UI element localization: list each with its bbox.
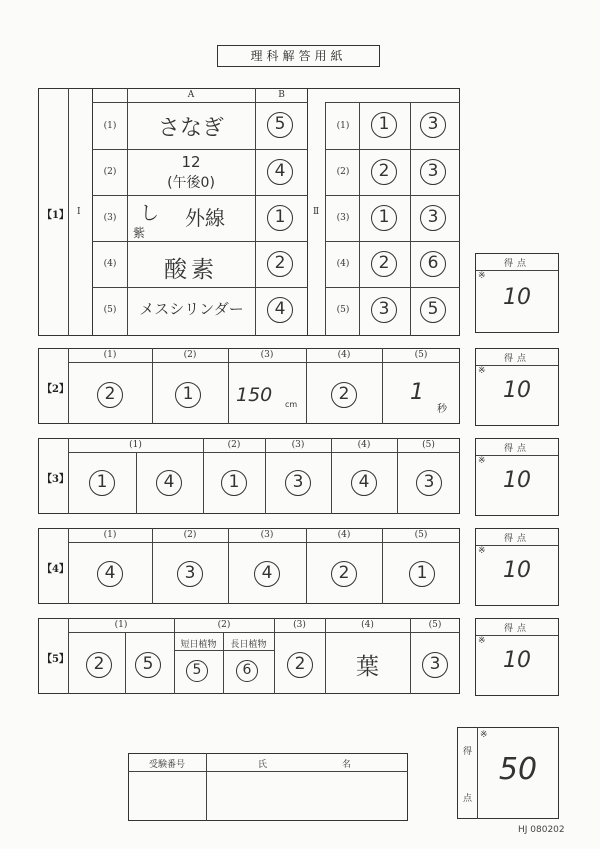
q4-score-header: 得点	[503, 534, 530, 544]
q1-num-4: (4)	[103, 259, 117, 269]
q4-a5: 1	[409, 561, 435, 587]
q3-score: 10	[503, 468, 531, 493]
col-a-header: A	[187, 90, 195, 100]
q2-score: 10	[503, 378, 531, 403]
q4-label: 【4】	[42, 564, 69, 575]
q5-num-3: (3)	[293, 620, 306, 630]
q1-num-3: (3)	[103, 213, 117, 223]
q1ii-num-5: (5)	[336, 305, 350, 315]
q1-num-2: (2)	[103, 167, 117, 177]
q4-score: 10	[503, 558, 531, 583]
q5-num-4: (4)	[361, 620, 374, 630]
q1ii-3b: 3	[420, 205, 446, 231]
q4-num-3: (3)	[260, 530, 274, 540]
q5-a1b: 5	[135, 652, 161, 678]
title-box	[217, 45, 380, 67]
q4-mark: ※	[478, 546, 486, 556]
q2-num-1: (1)	[103, 350, 117, 360]
q1ii-1a: 1	[371, 112, 397, 138]
q5-a1a: 2	[86, 652, 112, 678]
q3-label: 【3】	[42, 474, 69, 485]
q3-num-3: (3)	[291, 440, 305, 450]
q1-label: 【1】	[42, 210, 69, 221]
q5-score-header: 得点	[503, 624, 530, 634]
q1ii-3a: 1	[371, 205, 397, 231]
q5-a2-short: 5	[186, 660, 208, 682]
q3-mark: ※	[478, 456, 486, 466]
q2-a1: 2	[97, 382, 123, 408]
q1ii-4a: 2	[371, 251, 397, 277]
q4-a4: 2	[331, 561, 357, 587]
total-score-label-2: 点	[463, 794, 473, 804]
q3-a3: 3	[285, 470, 311, 496]
q5-num-1: (1)	[114, 620, 128, 630]
q2-a3: 150	[236, 384, 273, 406]
q5-num-2: (2)	[217, 620, 231, 630]
q2-num-4: (4)	[337, 350, 351, 360]
q1-a2-line1: 12	[181, 153, 201, 171]
q5-num-5: (5)	[428, 620, 442, 630]
exam-number-field	[130, 773, 204, 819]
q1-a2-line2: (午後0)	[167, 175, 215, 191]
q1-b2: 4	[267, 159, 293, 185]
exam-number-label: 受験番号	[148, 760, 185, 770]
q2-a2: 1	[175, 382, 201, 408]
total-score: 50	[498, 752, 538, 787]
q3-num-5: (5)	[422, 440, 435, 450]
q2-num-3: (3)	[260, 350, 274, 360]
q3-a1b: 4	[156, 470, 182, 496]
name-label-1: 氏	[258, 760, 268, 770]
q5-a5: 3	[422, 652, 448, 678]
q3-a4: 4	[351, 470, 377, 496]
q4-a2: 3	[177, 561, 203, 587]
q4-num-5: (5)	[414, 530, 428, 540]
q2-num-5: (5)	[414, 350, 428, 360]
total-mark: ※	[480, 730, 488, 740]
q1-a5: メスシリンダー	[139, 300, 244, 318]
q2-a3-unit: cm	[285, 400, 298, 409]
q2-num-2: (2)	[183, 350, 197, 360]
q1ii-num-3: (3)	[336, 213, 350, 223]
q1-num-1: (1)	[103, 121, 117, 131]
q5-sub-short: 短日植物	[180, 640, 217, 650]
q2-a5-unit: 秒	[437, 404, 447, 415]
q1-a3-mark: し	[140, 202, 160, 224]
q4-a3: 4	[254, 561, 280, 587]
q1ii-num-2: (2)	[336, 167, 350, 177]
q1-score: 10	[503, 285, 531, 310]
name-field	[208, 773, 406, 819]
q3-num-1: (1)	[129, 440, 142, 450]
q1-sub2: Ⅱ	[313, 207, 320, 217]
q3-a2: 1	[221, 470, 247, 496]
q1-a3-sub: 紫	[133, 226, 146, 240]
q2-a4: 2	[331, 382, 357, 408]
q1ii-5a: 3	[371, 297, 397, 323]
q5-sub-long: 長日植物	[230, 640, 267, 650]
q3-a1a: 1	[89, 470, 115, 496]
q5-mark: ※	[478, 636, 486, 646]
page-title: 理科解答用紙	[250, 49, 347, 63]
q3-num-2: (2)	[227, 440, 241, 450]
q1-b5: 4	[267, 297, 293, 323]
name-label-2: 名	[342, 760, 352, 770]
q1ii-2a: 2	[371, 159, 397, 185]
q2-mark: ※	[478, 366, 486, 376]
q1ii-4b: 6	[420, 251, 446, 277]
q2-label: 【2】	[42, 384, 69, 395]
total-score-label-1: 得	[463, 747, 473, 757]
q1-b1: 5	[267, 112, 293, 138]
q1-b4: 2	[267, 251, 293, 277]
q1ii-num-1: (1)	[336, 121, 350, 131]
q1-a4: 酸素	[164, 257, 218, 283]
q2-score-header: 得点	[503, 354, 530, 364]
q1-a3-main: 外線	[185, 206, 225, 230]
q1-a1: さなぎ	[157, 116, 224, 141]
q2-a5: 1	[410, 380, 424, 405]
q5-a4: 葉	[356, 654, 379, 680]
q1-mark: ※	[478, 271, 486, 281]
q1ii-2b: 3	[420, 159, 446, 185]
q5-a2-long: 6	[236, 660, 258, 682]
q5-a3: 2	[287, 652, 313, 678]
q4-num-4: (4)	[337, 530, 351, 540]
q1ii-num-4: (4)	[336, 259, 350, 269]
q1-b3: 1	[267, 205, 293, 231]
q3-num-4: (4)	[357, 440, 371, 450]
q5-score: 10	[503, 648, 531, 673]
q4-num-2: (2)	[183, 530, 197, 540]
q1-num-5: (5)	[103, 305, 117, 315]
q3-a5: 3	[416, 470, 442, 496]
q4-num-1: (1)	[103, 530, 117, 540]
q1-sub1: Ⅰ	[77, 207, 81, 217]
q3-score-header: 得点	[503, 444, 530, 454]
q1ii-5b: 5	[420, 297, 446, 323]
document-code: HJ 080202	[518, 825, 565, 835]
q1-score-header: 得点	[503, 259, 530, 269]
q4-a1: 4	[97, 561, 123, 587]
q1ii-1b: 3	[420, 112, 446, 138]
q5-label: 【5】	[42, 654, 69, 665]
col-b-header: B	[278, 90, 285, 100]
